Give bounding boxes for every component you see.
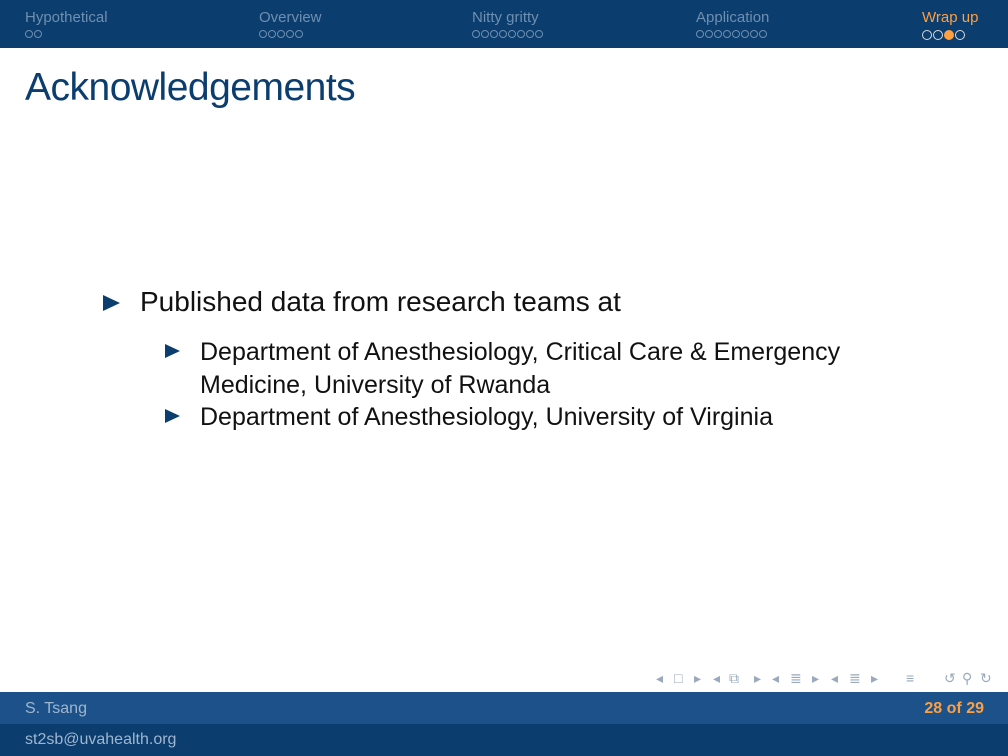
document-icon[interactable]: ≣ <box>849 670 861 686</box>
frame-dot[interactable] <box>259 30 267 38</box>
frame-dot[interactable] <box>472 30 480 38</box>
next-arrow-icon[interactable]: ▸ <box>812 670 820 686</box>
frame-dot[interactable] <box>526 30 534 38</box>
triangle-bullet-icon <box>165 409 180 423</box>
bullet-text: Published data from research teams at <box>140 286 621 317</box>
frame-dot[interactable] <box>759 30 767 38</box>
current-frame-dot[interactable] <box>944 30 954 40</box>
next-arrow-icon[interactable]: ▸ <box>754 670 762 686</box>
triangle-bullet-icon <box>165 344 180 358</box>
frame-dot[interactable] <box>732 30 740 38</box>
frame-dots[interactable] <box>922 30 978 42</box>
frame-icon[interactable]: □ <box>674 670 683 686</box>
frame-dot[interactable] <box>517 30 525 38</box>
slide-title: Acknowledgements <box>25 66 356 109</box>
frame-dot[interactable] <box>933 30 943 40</box>
search-icon[interactable]: ⚲ <box>962 670 973 686</box>
section-wrap-up[interactable] <box>922 9 978 42</box>
frame-dot[interactable] <box>499 30 507 38</box>
section-navigation-bar <box>0 0 1008 48</box>
align-icon[interactable]: ≡ <box>906 670 915 686</box>
frame-dot[interactable] <box>295 30 303 38</box>
frame-dot[interactable] <box>723 30 731 38</box>
frame-dot[interactable] <box>535 30 543 38</box>
next-arrow-icon[interactable]: ▸ <box>694 670 702 686</box>
frame-dots[interactable] <box>25 30 108 40</box>
section-name[interactable]: Wrap up <box>922 9 979 26</box>
next-arrow-icon[interactable]: ▸ <box>871 670 879 686</box>
frame-dot[interactable] <box>268 30 276 38</box>
frame-dot[interactable] <box>508 30 516 38</box>
section-icon[interactable]: ≣ <box>790 670 802 686</box>
frame-dots[interactable] <box>696 30 769 40</box>
frame-dot[interactable] <box>955 30 965 40</box>
section-name[interactable]: Application <box>696 9 770 26</box>
frame-dot[interactable] <box>922 30 932 40</box>
frame-dot[interactable] <box>286 30 294 38</box>
frame-dots[interactable] <box>472 30 544 40</box>
section-name[interactable]: Hypothetical <box>25 9 108 26</box>
sub-bullet-text: Department of Anesthesiology, Critical Care & Emergency Medicine, University of Rwanda <box>200 338 841 399</box>
section-hypothetical[interactable] <box>25 9 108 40</box>
frame-dots[interactable] <box>259 30 322 40</box>
frame-dot[interactable] <box>25 30 33 38</box>
footer-email-bar <box>0 724 1008 756</box>
author-email: st2sb@uvahealth.org <box>25 731 177 748</box>
prev-arrow-icon[interactable]: ◂ <box>772 670 780 686</box>
section-name[interactable]: Overview <box>259 9 322 26</box>
frame-dot[interactable] <box>277 30 285 38</box>
frame-dot[interactable] <box>490 30 498 38</box>
section-overview[interactable] <box>259 9 322 40</box>
section-name[interactable]: Nitty gritty <box>472 9 539 26</box>
author-name: S. Tsang <box>25 700 87 717</box>
footer-author-bar <box>0 692 1008 724</box>
page-number: 28 of 29 <box>924 700 984 717</box>
sub-bullet-text: Department of Anesthesiology, University of Virginia <box>200 403 773 431</box>
section-nitty-gritty[interactable] <box>472 9 544 40</box>
section-application[interactable] <box>696 9 769 40</box>
frame-dot[interactable] <box>481 30 489 38</box>
search-back-icon[interactable]: ↺ <box>944 670 956 686</box>
frame-dot[interactable] <box>34 30 42 38</box>
prev-arrow-icon[interactable]: ◂ <box>713 670 721 686</box>
search-forward-icon[interactable]: ↻ <box>980 670 992 686</box>
frame-dot[interactable] <box>705 30 713 38</box>
frame-dot[interactable] <box>696 30 704 38</box>
triangle-bullet-icon <box>103 295 120 311</box>
subsection-icon[interactable]: ⧉ <box>729 670 739 686</box>
prev-arrow-icon[interactable]: ◂ <box>831 670 839 686</box>
prev-arrow-icon[interactable]: ◂ <box>656 670 664 686</box>
frame-dot[interactable] <box>741 30 749 38</box>
frame-dot[interactable] <box>714 30 722 38</box>
frame-dot[interactable] <box>750 30 758 38</box>
